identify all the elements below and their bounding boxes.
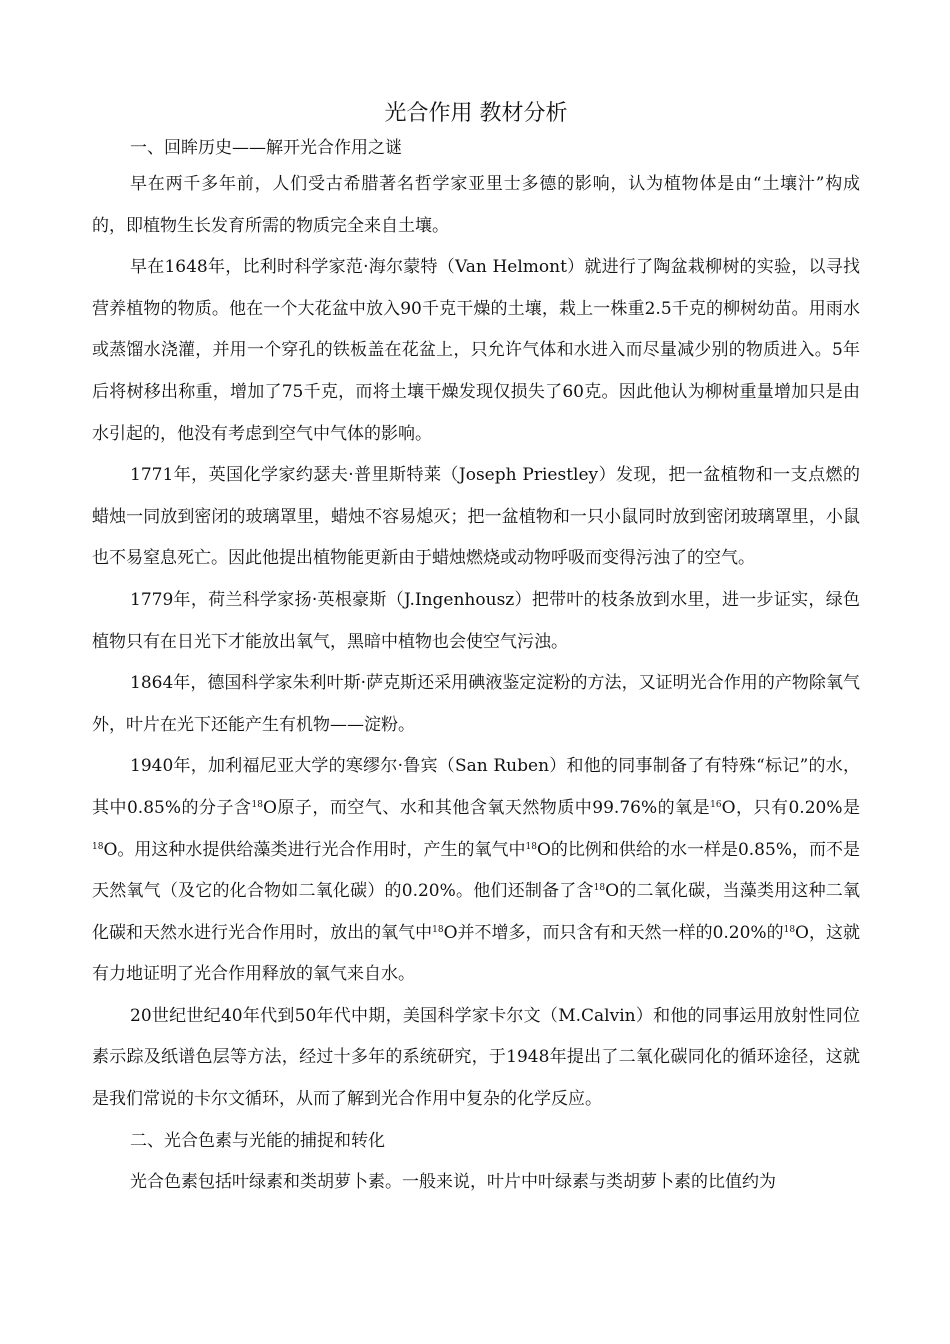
paragraph-ruben — [92, 746, 860, 996]
section-heading-pigments: 二、光合色素与光能的捕捉和转化 — [130, 1130, 385, 1151]
document-title: 光合作用 教材分析 — [384, 101, 568, 126]
ruben-text-3: O，只有0.20%是 — [721, 797, 860, 818]
ruben-text-1: 1940年，加利福尼亚大学的寒缪尔·鲁宾（San Ruben）和他的同事制备了有特殊“标记”的水，其中0.85%的分子含 — [92, 756, 860, 818]
paragraph-ingenhousz: 1779年，荷兰科学家扬·英根豪斯（J.Ingenhousz）把带叶的枝条放到水里，进一步证实，绿色植物只有在日光下才能放出氧气，黑暗中植物也会使空气污浊。 — [92, 589, 860, 652]
isotope-18-superscript: 18 — [92, 841, 104, 852]
ruben-text-4: O。用这种水提供给藻类进行光合作用时，产生的氧气中 — [103, 839, 526, 860]
ruben-text-6: O的二氧化碳，当藻类用这种二氧化碳和天然水进行光合作用时，放出的氧气中 — [92, 881, 860, 943]
isotope-18-superscript: 18 — [251, 799, 263, 810]
ruben-text-2: O原子，而空气、水和其他含氧天然物质中99.76%的氧是 — [262, 797, 711, 818]
section-heading-history: 一、回眸历史——解开光合作用之谜 — [130, 138, 402, 158]
ruben-text-7: O并不增多，而只含有和天然一样的0.20%的 — [443, 922, 784, 943]
isotope-18-superscript: 18 — [432, 924, 444, 935]
paragraph-aristotle: 早在两千多年前，人们受古希腊著名哲学家亚里士多德的影响，认为植物体是由“土壤汁”构成的，即植物生长发育所需的物质完全来自土壤。 — [92, 174, 860, 236]
paragraph-van-helmont: 早在1648年，比利时科学家范·海尔蒙特（Van Helmont）就进行了陶盆栽柳树的实验，以寻找营养植物的物质。他在一个大花盆中放入90千克干燥的土壤，栽上一株重2.5千克的柳树幼苗。用雨水或蒸馏水浇灌，并用一个穿孔的铁板盖在花盆上，只允许气体和水进入而尽量减少别的物质进入。5年后将树移出称重，增加了75千克，而将土壤干燥发现仅损失了60克。因此他认为柳树重量增加只是由水引起的，他没有考虑到空气中气体的影响。 — [92, 257, 860, 444]
isotope-18-superscript: 18 — [783, 924, 796, 935]
isotope-18-superscript: 18 — [525, 841, 537, 852]
document-page — [92, 96, 860, 1204]
paragraph-priestley: 1771年，英国化学家约瑟夫·普里斯特莱（Joseph Priestley）发现，把一盆植物和一支点燃的蜡烛一同放到密闭的玻璃罩里，蜡烛不容易熄灭；把一盆植物和一只小鼠同时放到密闭玻璃罩里，小鼠也不易窒息死亡。因此他提出植物能更新由于蜡烛燃烧或动物呼吸而变得污浊了的空气。 — [92, 465, 860, 569]
paragraph-calvin: 20世纪世纪40年代到50年代中期，美国科学家卡尔文（M.Calvin）和他的同事运用放射性同位素示踪及纸谱色层等方法，经过十多年的系统研究，于1948年提出了二氧化碳同化的循环途径，这就是我们常说的卡尔文循环，从而了解到光合作用中复杂的化学反应。 — [92, 1005, 860, 1110]
paragraph-sachs: 1864年，德国科学家朱利叶斯·萨克斯还采用碘液鉴定淀粉的方法，又证明光合作用的产物除氧气外，叶片在光下还能产生有机物——淀粉。 — [92, 673, 860, 735]
isotope-16-superscript: 16 — [710, 799, 722, 810]
paragraph-pigments: 光合色素包括叶绿素和类胡萝卜素。一般来说，叶片中叶绿素与类胡萝卜素的比值约为 — [130, 1172, 776, 1193]
isotope-18-superscript: 18 — [593, 883, 606, 894]
ruben-text-5: O的比例和供给的水一样是0.85%，而不是天然氧气（及它的化合物如二氧化碳）的0.20%。他们还制备了含 — [92, 839, 860, 902]
ruben-text-8: O，这就有力地证明了光合作用释放的氧气来自水。 — [92, 922, 860, 985]
